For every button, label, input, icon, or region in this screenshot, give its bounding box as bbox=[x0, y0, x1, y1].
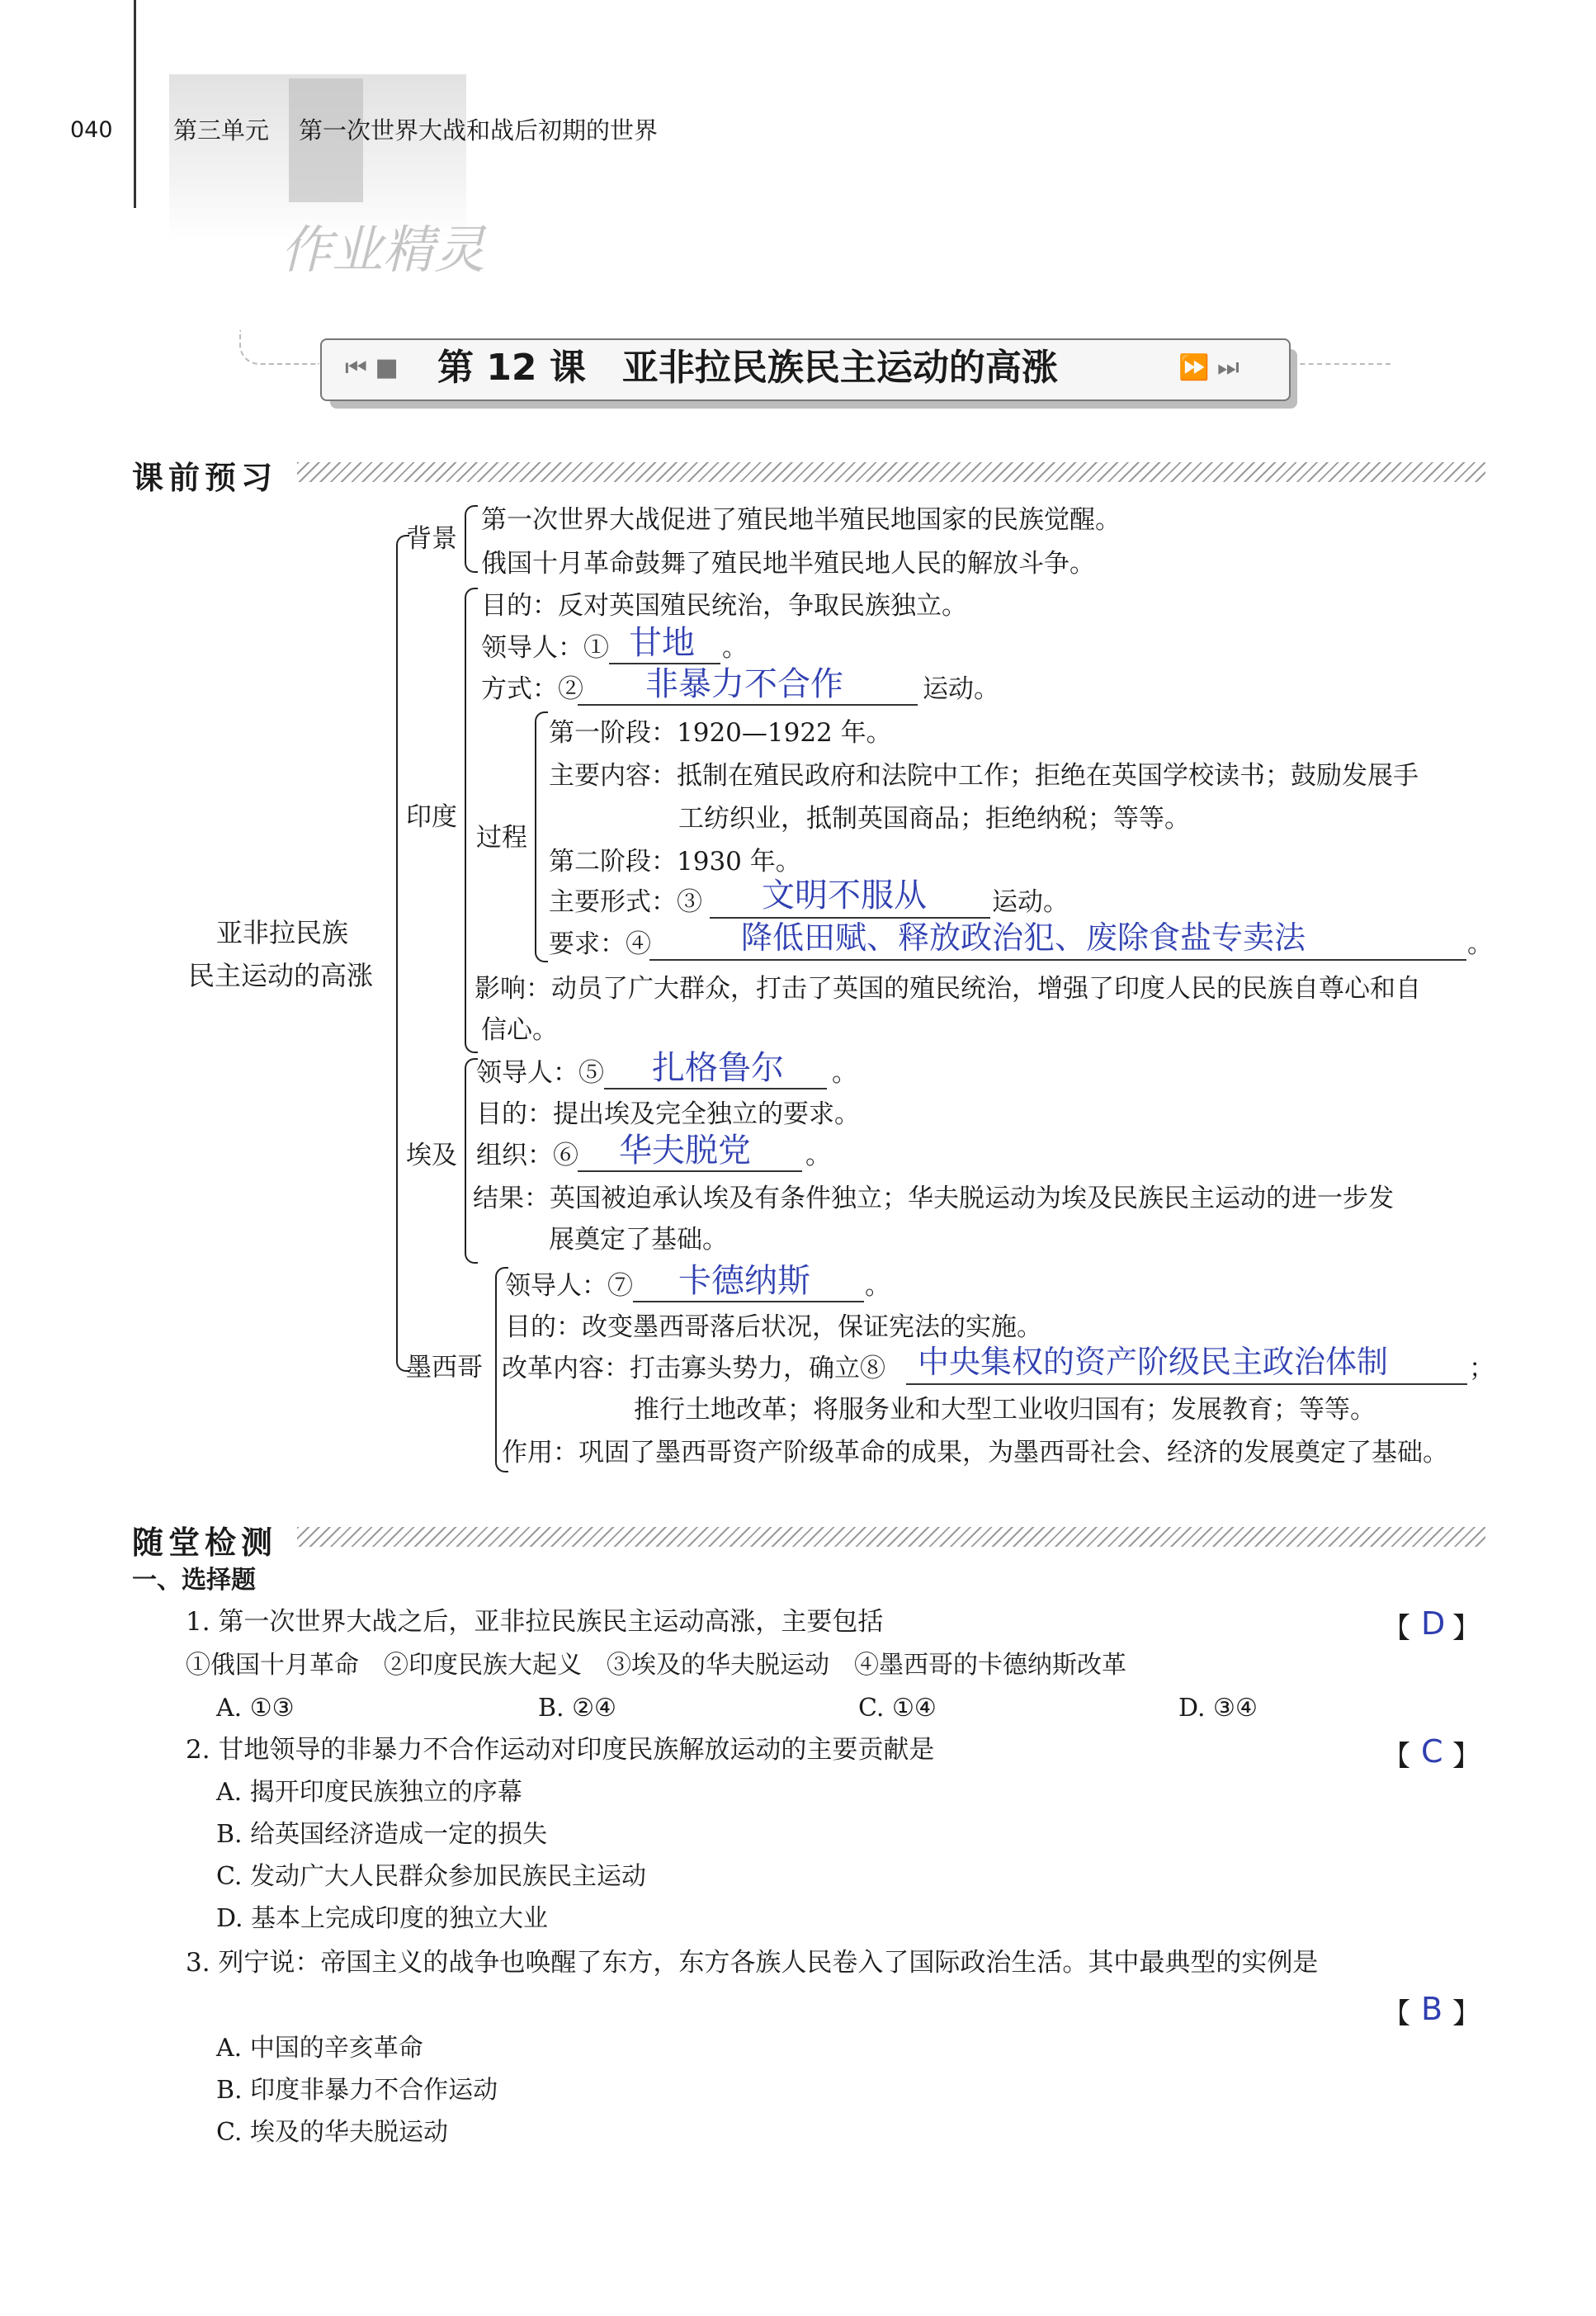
india-form-suffix: 运动。 bbox=[992, 887, 1069, 917]
india-leader-blank bbox=[609, 663, 720, 664]
egypt-leader-suffix: 。 bbox=[832, 1058, 857, 1088]
egypt-purpose: 目的：提出埃及完全独立的要求。 bbox=[476, 1099, 860, 1129]
egypt-leader-blank bbox=[604, 1088, 827, 1089]
unit-title: 第一次世界大战和战后初期的世界 bbox=[299, 116, 659, 144]
mexico-leader-blank bbox=[633, 1301, 864, 1302]
india-leader-answer: 甘地 bbox=[629, 624, 695, 662]
india-form-prefix: 主要形式：③ bbox=[549, 887, 702, 917]
mexico-reform-answer: 中央集权的资产阶级民主政治体制 bbox=[918, 1344, 1389, 1380]
section-choice-title: 一、选择题 bbox=[132, 1566, 256, 1595]
q2-answer: C bbox=[1421, 1733, 1443, 1770]
root-label-line1: 亚非拉民族 bbox=[216, 917, 349, 948]
background-line-2: 俄国十月革命鼓舞了殖民地半殖民地人民的解放斗争。 bbox=[481, 549, 1095, 579]
india-demand-answer: 降低田赋、释放政治犯、废除食盐专卖法 bbox=[741, 919, 1306, 956]
egypt-org-blank bbox=[578, 1170, 802, 1172]
egypt-org-answer: 华夫脱党 bbox=[619, 1132, 751, 1170]
mexico-reform-blank bbox=[906, 1383, 1467, 1385]
q3-option-c: C. 埃及的华夫脱运动 bbox=[216, 2118, 448, 2147]
mexico-leader-answer: 卡德纳斯 bbox=[678, 1262, 810, 1300]
q3-option-a: A. 中国的辛亥革命 bbox=[216, 2034, 423, 2063]
q3-bracket-close: 】 bbox=[1452, 1997, 1480, 2030]
india-method-prefix: 方式：② bbox=[481, 674, 583, 704]
background-label: 背景 bbox=[406, 524, 457, 554]
nav-right-icon: ⏩ ⏭ bbox=[1178, 353, 1239, 382]
watermark-logo: 作业精灵 bbox=[281, 220, 486, 280]
q1-option-a: A. ①③ bbox=[216, 1694, 295, 1723]
india-form-answer: 文明不服从 bbox=[762, 877, 927, 915]
q3-answer: B bbox=[1421, 1991, 1443, 2027]
mexico-leader-suffix: 。 bbox=[865, 1271, 890, 1301]
section-heading-preview: 课前预习 bbox=[132, 460, 278, 496]
mexico-label: 墨西哥 bbox=[406, 1353, 483, 1383]
egypt-org-suffix: 。 bbox=[805, 1141, 831, 1170]
banner-dash-right bbox=[1291, 363, 1391, 366]
page-number: 040 bbox=[70, 117, 113, 143]
india-demand-blank bbox=[649, 959, 1466, 961]
egypt-org-prefix: 组织：⑥ bbox=[476, 1141, 578, 1170]
egypt-label: 埃及 bbox=[406, 1141, 457, 1170]
mexico-effect: 作用：巩固了墨西哥资产阶级革命的成果，为墨西哥社会、经济的发展奠定了基础。 bbox=[502, 1438, 1448, 1468]
india-purpose: 目的：反对英国殖民统治，争取民族独立。 bbox=[481, 591, 967, 621]
india-stage1: 第一阶段：1920—1922 年。 bbox=[549, 718, 892, 748]
q3-stem: 3. 列宁说：帝国主义的战争也唤醒了东方，东方各族人民卷入了国际政治生活。其中最典型的实例是 bbox=[186, 1948, 1319, 1978]
q1-bracket-close: 】 bbox=[1452, 1612, 1480, 1645]
india-form-blank bbox=[710, 917, 990, 919]
india-stage2: 第二阶段：1930 年。 bbox=[549, 847, 801, 877]
lesson-title: 第 12 课 亚非拉民族民主运动的高涨 bbox=[437, 347, 1058, 389]
q1-answer: D bbox=[1421, 1605, 1446, 1642]
india-process-label: 过程 bbox=[476, 823, 527, 853]
india-method-blank bbox=[578, 704, 918, 706]
q2-option-a: A. 揭开印度民族独立的序幕 bbox=[216, 1778, 522, 1807]
india-content1: 主要内容：抵制在殖民政府和法院中工作；拒绝在英国学校读书；鼓励发展手 bbox=[549, 761, 1419, 791]
mexico-reform-prefix: 改革内容：打击寡头势力，确立⑧ bbox=[502, 1354, 885, 1383]
q2-option-b: B. 给英国经济造成一定的损失 bbox=[216, 1820, 548, 1849]
root-label-line2: 民主运动的高涨 bbox=[188, 960, 374, 991]
india-leader-prefix: 领导人：① bbox=[481, 633, 609, 663]
egypt-leader-prefix: 领导人：⑤ bbox=[476, 1058, 604, 1088]
q2-bracket-close: 】 bbox=[1452, 1740, 1480, 1773]
mexico-leader-prefix: 领导人：⑦ bbox=[505, 1271, 633, 1301]
india-demand-suffix: 。 bbox=[1467, 929, 1493, 959]
india-label: 印度 bbox=[406, 802, 457, 832]
q1-bracket-open: 【 bbox=[1382, 1612, 1410, 1645]
q2-stem: 2. 甘地领导的非暴力不合作运动对印度民族解放运动的主要贡献是 bbox=[186, 1735, 935, 1765]
q2-option-d: D. 基本上完成印度的独立大业 bbox=[216, 1904, 549, 1933]
unit-label: 第三单元 bbox=[173, 116, 270, 144]
q2-option-c: C. 发动广大人民群众参加民族民主运动 bbox=[216, 1862, 646, 1891]
india-impact-b: 信心。 bbox=[481, 1015, 558, 1045]
header-vertical-rule bbox=[134, 0, 136, 208]
egypt-result-b: 展奠定了基础。 bbox=[549, 1225, 728, 1255]
section-heading-check: 随堂检测 bbox=[132, 1524, 278, 1561]
mexico-purpose: 目的：改变墨西哥落后状况，保证宪法的实施。 bbox=[505, 1312, 1042, 1342]
q2-bracket-open: 【 bbox=[1382, 1740, 1410, 1773]
egypt-leader-answer: 扎格鲁尔 bbox=[652, 1049, 784, 1087]
q1-option-b: B. ②④ bbox=[538, 1694, 616, 1723]
india-content1b: 工纺织业，抵制英国商品；拒绝纳税；等等。 bbox=[678, 804, 1190, 834]
india-process-brace bbox=[535, 711, 548, 962]
india-impact: 影响：动员了广大群众，打击了英国的殖民统治，增强了印度人民的民族自尊心和自 bbox=[475, 974, 1421, 1004]
banner-dash-left bbox=[239, 330, 319, 365]
q1-stem: 1. 第一次世界大战之后，亚非拉民族民主运动高涨，主要包括 bbox=[186, 1607, 884, 1637]
mexico-reform-b: 推行土地改革；将服务业和大型工业收归国有；发展教育；等等。 bbox=[634, 1395, 1376, 1425]
background-line-1: 第一次世界大战促进了殖民地半殖民地国家的民族觉醒。 bbox=[481, 505, 1121, 535]
main-brace bbox=[396, 535, 409, 1372]
india-method-answer: 非暴力不合作 bbox=[645, 665, 843, 703]
q1-items: ①俄国十月革命 ②印度民族大起义 ③埃及的华夫脱运动 ④墨西哥的卡德纳斯改革 bbox=[186, 1651, 1126, 1680]
egypt-result: 结果：英国被迫承认埃及有条件独立；华夫脱运动为埃及民族民主运动的进一步发 bbox=[473, 1184, 1394, 1213]
q3-bracket-open: 【 bbox=[1382, 1997, 1410, 2030]
india-leader-suffix: 。 bbox=[722, 633, 748, 663]
section-hatch-preview bbox=[297, 462, 1485, 482]
india-method-suffix: 运动。 bbox=[923, 674, 999, 704]
q1-option-c: C. ①④ bbox=[858, 1694, 937, 1723]
background-brace bbox=[465, 505, 478, 573]
q3-option-b: B. 印度非暴力不合作运动 bbox=[216, 2076, 498, 2105]
nav-left-icon: ⏮ ■ bbox=[345, 353, 399, 382]
mexico-reform-suffix: ； bbox=[1469, 1354, 1494, 1383]
q1-option-d: D. ③④ bbox=[1178, 1694, 1258, 1723]
india-demand-prefix: 要求：④ bbox=[549, 929, 651, 959]
section-hatch-check bbox=[297, 1527, 1485, 1547]
